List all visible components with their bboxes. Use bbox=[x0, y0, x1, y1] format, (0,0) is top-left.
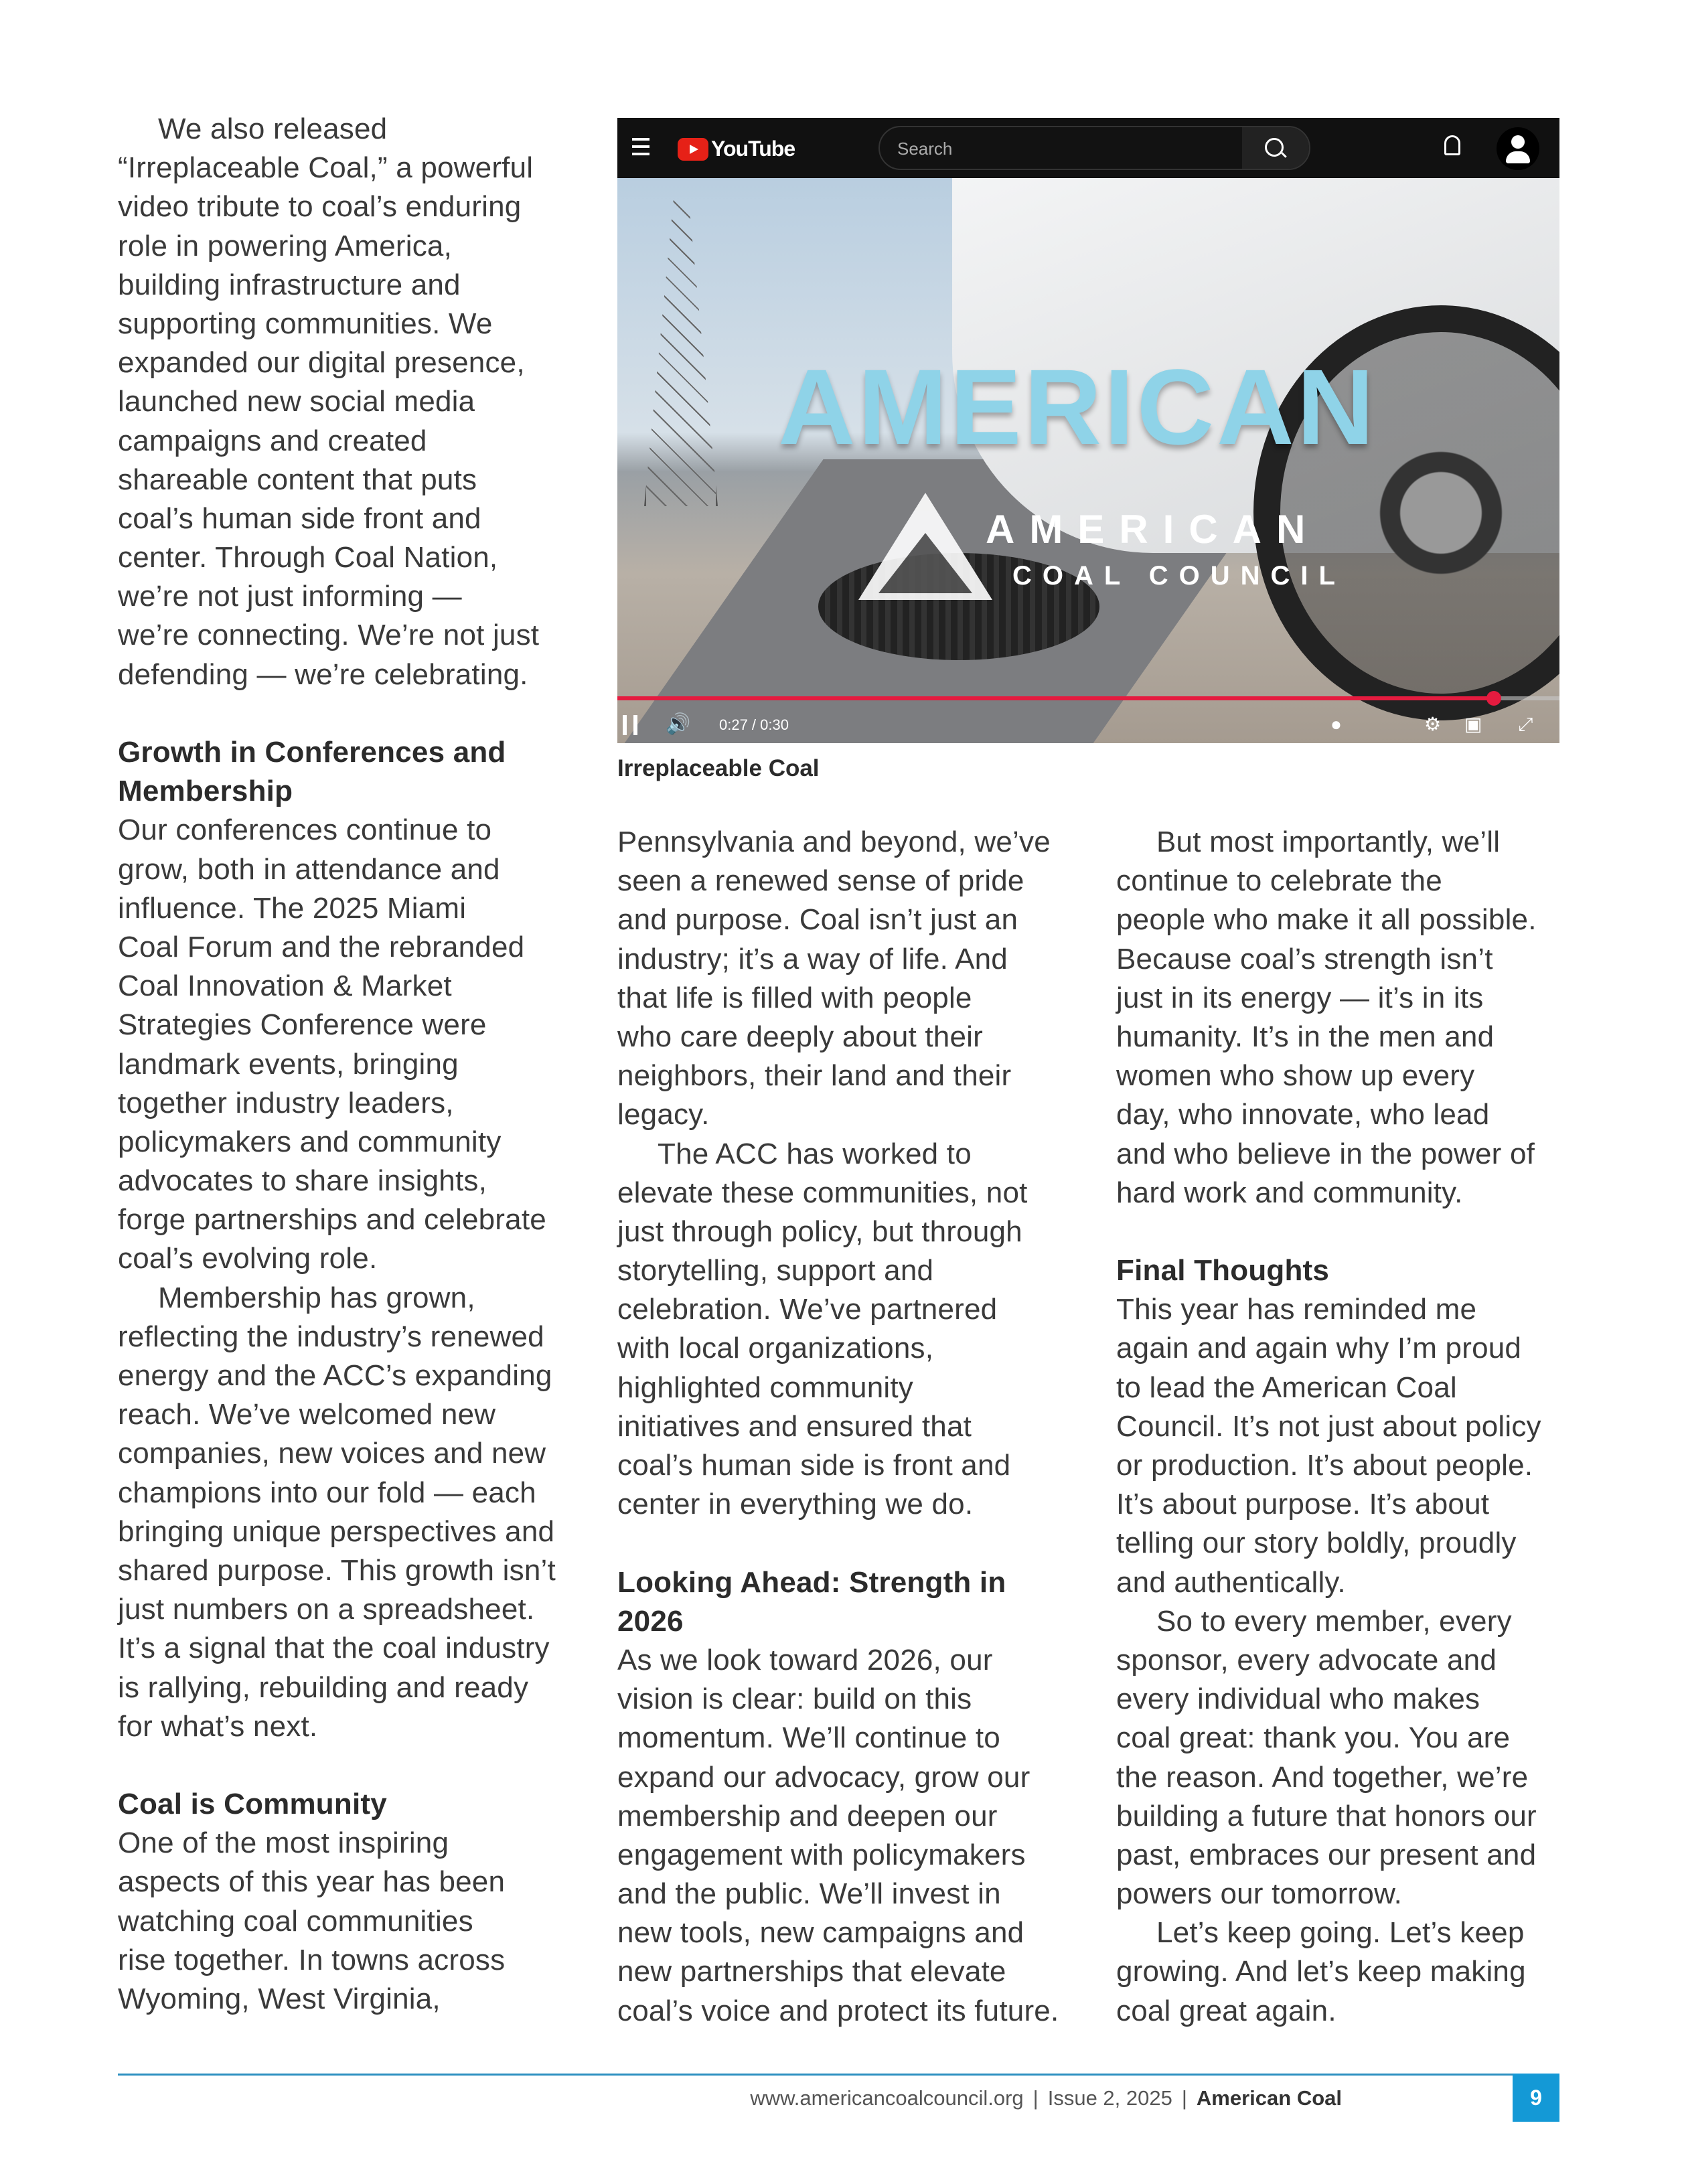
body-text-line: day, who innovate, who lead bbox=[1116, 1098, 1490, 1132]
text-column-1 bbox=[118, 110, 556, 2019]
body-text-line: continue to celebrate the bbox=[1116, 864, 1442, 898]
body-text-line: that life is filled with people bbox=[617, 981, 972, 1014]
body-text-line: neighbors, their land and their bbox=[617, 1059, 1012, 1093]
body-text-line: and the public. We’ll invest in bbox=[617, 1877, 1001, 1911]
body-text-line: coal’s human side front and bbox=[118, 501, 481, 535]
pause-icon[interactable] bbox=[623, 715, 637, 735]
search-input[interactable] bbox=[878, 126, 1310, 170]
body-text-line: energy and the ACC’s expanding bbox=[118, 1359, 552, 1392]
body-text-line: shareable content that puts bbox=[118, 463, 477, 496]
body-text-line: growing. And let’s keep making bbox=[1116, 1955, 1526, 1988]
video-title-overlay: AMERICAN bbox=[778, 347, 1377, 467]
autoplay-toggle-icon[interactable]: ● bbox=[1330, 714, 1342, 734]
body-text-line: seen a renewed sense of pride bbox=[617, 864, 1024, 898]
time-display: 0:27 / 0:30 bbox=[719, 716, 789, 733]
body-text-line: shared purpose. This growth isn’t bbox=[118, 1553, 556, 1587]
body-text-line: Because coal’s strength isn’t bbox=[1116, 942, 1493, 976]
paragraph-gap bbox=[118, 1746, 556, 1785]
body-text-line: policymakers and community bbox=[118, 1125, 502, 1158]
body-text-line: hard work and community. bbox=[1116, 1176, 1463, 1209]
body-text-line: video tribute to coal’s enduring bbox=[118, 190, 522, 224]
video-caption: Irreplaceable Coal bbox=[617, 755, 820, 781]
body-text-line: center in everything we do. bbox=[617, 1488, 974, 1521]
video-frame[interactable] bbox=[617, 178, 1559, 743]
body-text-line: every individual who makes bbox=[1116, 1683, 1480, 1716]
footer-separator: | bbox=[1033, 2086, 1039, 2110]
body-text-line: industry; it’s a way of life. And bbox=[617, 942, 1008, 976]
body-text-line: defending — we’re celebrating. bbox=[118, 657, 528, 691]
paragraph-gap bbox=[1116, 1213, 1541, 1251]
body-text-line: celebration. We’ve partnered bbox=[617, 1293, 998, 1326]
text-column-2 bbox=[617, 823, 1059, 2031]
section-heading: Coal is Community bbox=[118, 1788, 387, 1821]
body-text-line: So to every member, every bbox=[1156, 1604, 1512, 1638]
body-text-line: legacy. bbox=[617, 1098, 710, 1132]
body-text-line: we’re not just informing — bbox=[118, 580, 462, 613]
body-text-line: reach. We’ve welcomed new bbox=[118, 1398, 496, 1431]
body-text-line: we’re connecting. We’re not just bbox=[118, 619, 540, 652]
body-text-line: aspects of this year has been bbox=[118, 1865, 506, 1899]
body-text-line: building infrastructure and bbox=[118, 268, 461, 301]
body-text-line: with local organizations, bbox=[617, 1332, 934, 1365]
body-text-line: Pennsylvania and beyond, we’ve bbox=[617, 826, 1051, 858]
body-text-line: just numbers on a spreadsheet. bbox=[118, 1593, 535, 1626]
youtube-logo[interactable] bbox=[678, 137, 795, 161]
body-text-line: Coal Forum and the rebranded bbox=[118, 930, 525, 963]
body-text-line: momentum. We’ll continue to bbox=[617, 1721, 1000, 1755]
body-text-line: vision is clear: build on this bbox=[617, 1683, 972, 1716]
fullscreen-icon[interactable]: ⤢ bbox=[1518, 714, 1533, 734]
body-text-line: We also released bbox=[158, 112, 388, 145]
body-text-line: rise together. In towns across bbox=[118, 1943, 506, 1976]
volume-icon[interactable]: 🔊 bbox=[666, 713, 691, 735]
body-text-line: new tools, new campaigns and bbox=[617, 1916, 1024, 1950]
body-text-line: influence. The 2025 Miami bbox=[118, 891, 467, 925]
body-text-line: to lead the American Coal bbox=[1116, 1371, 1457, 1404]
body-text-line: This year has reminded me bbox=[1116, 1293, 1477, 1326]
logo-text-line2: COAL COUNCIL bbox=[1012, 561, 1346, 591]
body-text-line: humanity. It’s in the men and bbox=[1116, 1020, 1495, 1053]
search-placeholder: Search bbox=[897, 139, 953, 159]
body-text-line: As we look toward 2026, our bbox=[617, 1643, 993, 1676]
body-text-line: Our conferences continue to bbox=[118, 813, 492, 847]
youtube-video-player[interactable] bbox=[617, 118, 1559, 743]
player-controls bbox=[617, 710, 1559, 742]
body-text-line: grow, both in attendance and bbox=[118, 852, 500, 886]
body-text-line: supporting communities. We bbox=[118, 307, 493, 340]
body-text-line: Wyoming, West Virginia, bbox=[118, 1982, 441, 2015]
body-text-line: launched new social media bbox=[118, 385, 475, 418]
body-text-line: champions into our fold — each bbox=[118, 1476, 536, 1509]
paragraph-gap bbox=[617, 1524, 1059, 1563]
body-text-line: together industry leaders, bbox=[118, 1086, 454, 1119]
hamburger-menu-icon[interactable] bbox=[632, 138, 649, 155]
body-text-line: forge partnerships and celebrate bbox=[118, 1203, 546, 1237]
body-text-line: coal great again. bbox=[1116, 1994, 1336, 2027]
paragraph-gap bbox=[118, 694, 556, 733]
body-text-line: reflecting the industry’s renewed bbox=[118, 1320, 544, 1353]
body-text-line: coal’s evolving role. bbox=[118, 1242, 378, 1275]
section-heading: 2026 bbox=[617, 1604, 684, 1638]
footer-publication: American Coal bbox=[1196, 2086, 1342, 2110]
body-text-line: watching coal communities bbox=[118, 1904, 473, 1938]
body-text-line: advocates to share insights, bbox=[118, 1164, 487, 1198]
progress-fill bbox=[617, 696, 1494, 700]
footer-issue: Issue 2, 2025 bbox=[1047, 2086, 1172, 2110]
body-text-line: past, embraces our present and bbox=[1116, 1838, 1537, 1871]
section-heading: Final Thoughts bbox=[1116, 1254, 1330, 1288]
body-text-line: is rallying, rebuilding and ready bbox=[118, 1670, 529, 1704]
body-text-line: highlighted community bbox=[617, 1371, 913, 1404]
progress-bar[interactable] bbox=[617, 696, 1559, 700]
body-text-line: for what’s next. bbox=[118, 1709, 318, 1743]
body-text-line: membership and deepen our bbox=[617, 1799, 998, 1832]
footer-separator: | bbox=[1181, 2086, 1187, 2110]
body-text-line: and purpose. Coal isn’t just an bbox=[617, 903, 1018, 937]
footer-rule bbox=[118, 2074, 1513, 2076]
body-text-line: It’s a signal that the coal industry bbox=[118, 1632, 550, 1665]
body-text-line: It’s about purpose. It’s about bbox=[1116, 1488, 1490, 1521]
body-text-line: again and again why I’m proud bbox=[1116, 1332, 1522, 1365]
bell-icon[interactable] bbox=[1444, 135, 1460, 155]
page-footer bbox=[750, 2086, 1342, 2110]
body-text-line: expand our advocacy, grow our bbox=[617, 1760, 1030, 1794]
section-heading: Membership bbox=[118, 775, 293, 808]
body-text-line: The ACC has worked to bbox=[658, 1137, 972, 1170]
body-text-line: sponsor, every advocate and bbox=[1116, 1643, 1497, 1676]
body-text-line: powers our tomorrow. bbox=[1116, 1877, 1403, 1911]
body-text-line: and authentically. bbox=[1116, 1565, 1346, 1599]
body-text-line: But most importantly, we’ll bbox=[1156, 826, 1501, 858]
body-text-line: companies, new voices and new bbox=[118, 1437, 546, 1470]
body-text-line: One of the most inspiring bbox=[118, 1826, 449, 1860]
youtube-play-icon bbox=[678, 138, 708, 161]
body-text-line: campaigns and created bbox=[118, 424, 427, 457]
avatar[interactable] bbox=[1497, 127, 1539, 170]
youtube-wordmark: YouTube bbox=[711, 137, 795, 161]
footer-url[interactable]: www.americancoalcouncil.org bbox=[750, 2086, 1024, 2110]
body-text-line: elevate these communities, not bbox=[617, 1176, 1028, 1209]
body-text-line: women who show up every bbox=[1116, 1059, 1475, 1093]
theater-mode-icon[interactable]: ▣ bbox=[1464, 714, 1482, 734]
body-text-line: coal great: thank you. You are bbox=[1116, 1721, 1511, 1755]
logo-text-line1: AMERICAN bbox=[986, 507, 1320, 552]
body-text-line: and who believe in the power of bbox=[1116, 1137, 1535, 1170]
body-text-line: expanded our digital presence, bbox=[118, 346, 525, 380]
body-text-line: center. Through Coal Nation, bbox=[118, 541, 498, 574]
body-text-line: or production. It’s about people. bbox=[1116, 1449, 1533, 1482]
body-text-line: people who make it all possible. bbox=[1116, 903, 1537, 937]
progress-handle[interactable] bbox=[1486, 691, 1501, 706]
body-text-line: new partnerships that elevate bbox=[617, 1955, 1006, 1988]
section-heading: Growth in Conferences and bbox=[118, 736, 506, 769]
power-tower bbox=[644, 198, 718, 506]
body-text-line: who care deeply about their bbox=[617, 1020, 983, 1053]
body-text-line: landmark events, bringing bbox=[118, 1047, 459, 1081]
youtube-header-bar bbox=[617, 118, 1559, 178]
body-text-line: Let’s keep going. Let’s keep bbox=[1156, 1916, 1525, 1950]
body-text-line: just in its energy — it’s in its bbox=[1116, 981, 1484, 1014]
body-text-line: coal’s voice and protect its future. bbox=[617, 1994, 1059, 2027]
body-text-line: building a future that honors our bbox=[1116, 1799, 1537, 1832]
text-column-3 bbox=[1116, 823, 1541, 2031]
body-text-line: engagement with policymakers bbox=[617, 1838, 1026, 1871]
body-text-line: role in powering America, bbox=[118, 229, 453, 262]
body-text-line: storytelling, support and bbox=[617, 1254, 934, 1288]
body-text-line: Coal Innovation & Market bbox=[118, 969, 452, 1003]
body-text-line: the reason. And together, we’re bbox=[1116, 1760, 1529, 1794]
section-heading: Looking Ahead: Strength in bbox=[617, 1565, 1006, 1599]
body-text-line: “Irreplaceable Coal,” a powerful bbox=[118, 151, 534, 185]
page-number: 9 bbox=[1513, 2074, 1559, 2122]
body-text-line: telling our story boldly, proudly bbox=[1116, 1527, 1517, 1560]
settings-icon[interactable]: ⚙ bbox=[1424, 714, 1442, 734]
body-text-line: bringing unique perspectives and bbox=[118, 1514, 555, 1548]
body-text-line: coal’s human side is front and bbox=[617, 1449, 1011, 1482]
search-icon[interactable] bbox=[1242, 127, 1309, 169]
body-text-line: Council. It’s not just about policy bbox=[1116, 1409, 1541, 1443]
body-text-line: just through policy, but through bbox=[617, 1215, 1022, 1248]
body-text-line: initiatives and ensured that bbox=[617, 1409, 972, 1443]
body-text-line: Strategies Conference were bbox=[118, 1008, 487, 1042]
body-text-line: Membership has grown, bbox=[158, 1281, 475, 1314]
